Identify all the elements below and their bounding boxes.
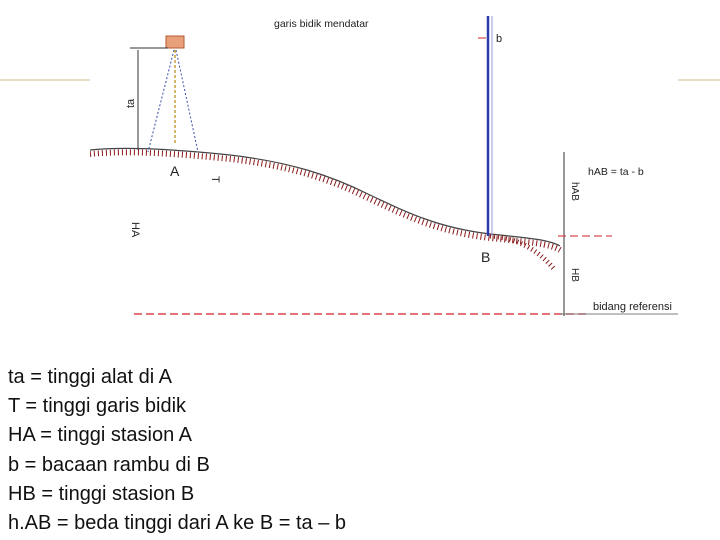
legend-item: HB = tinggi stasion B bbox=[8, 482, 195, 505]
label-ha: HA bbox=[129, 222, 141, 238]
legend-item: ta = tinggi alat di A bbox=[8, 366, 173, 388]
label-bidang-referensi: bidang referensi bbox=[593, 301, 672, 313]
level-instrument bbox=[166, 36, 184, 48]
label-t: T bbox=[209, 176, 221, 183]
ground-surface bbox=[90, 148, 560, 246]
leveling-diagram bbox=[90, 0, 678, 344]
legend-item: HA = tinggi stasion A bbox=[8, 424, 193, 447]
legend-item: b = bacaan rambu di B bbox=[8, 453, 210, 476]
label-hab: hAB bbox=[569, 182, 580, 201]
legend-list bbox=[8, 363, 346, 538]
label-garis-bidik: garis bidik mendatar bbox=[274, 18, 369, 30]
legend-item: T = tinggi garis bidik bbox=[8, 395, 187, 418]
label-hab-equation: hAB = ta - b bbox=[588, 166, 644, 178]
tripod-leg-left bbox=[148, 50, 174, 152]
label-b-station: B bbox=[481, 249, 491, 265]
ground-hatching bbox=[90, 152, 560, 250]
label-hb: HB bbox=[569, 268, 580, 282]
legend-item: h.AB = beda tinggi dari A ke B = ta – b bbox=[8, 512, 347, 535]
label-ta: ta bbox=[125, 98, 137, 108]
tripod-leg-right bbox=[176, 50, 198, 152]
label-b: b bbox=[496, 33, 503, 45]
label-a: A bbox=[170, 163, 180, 179]
